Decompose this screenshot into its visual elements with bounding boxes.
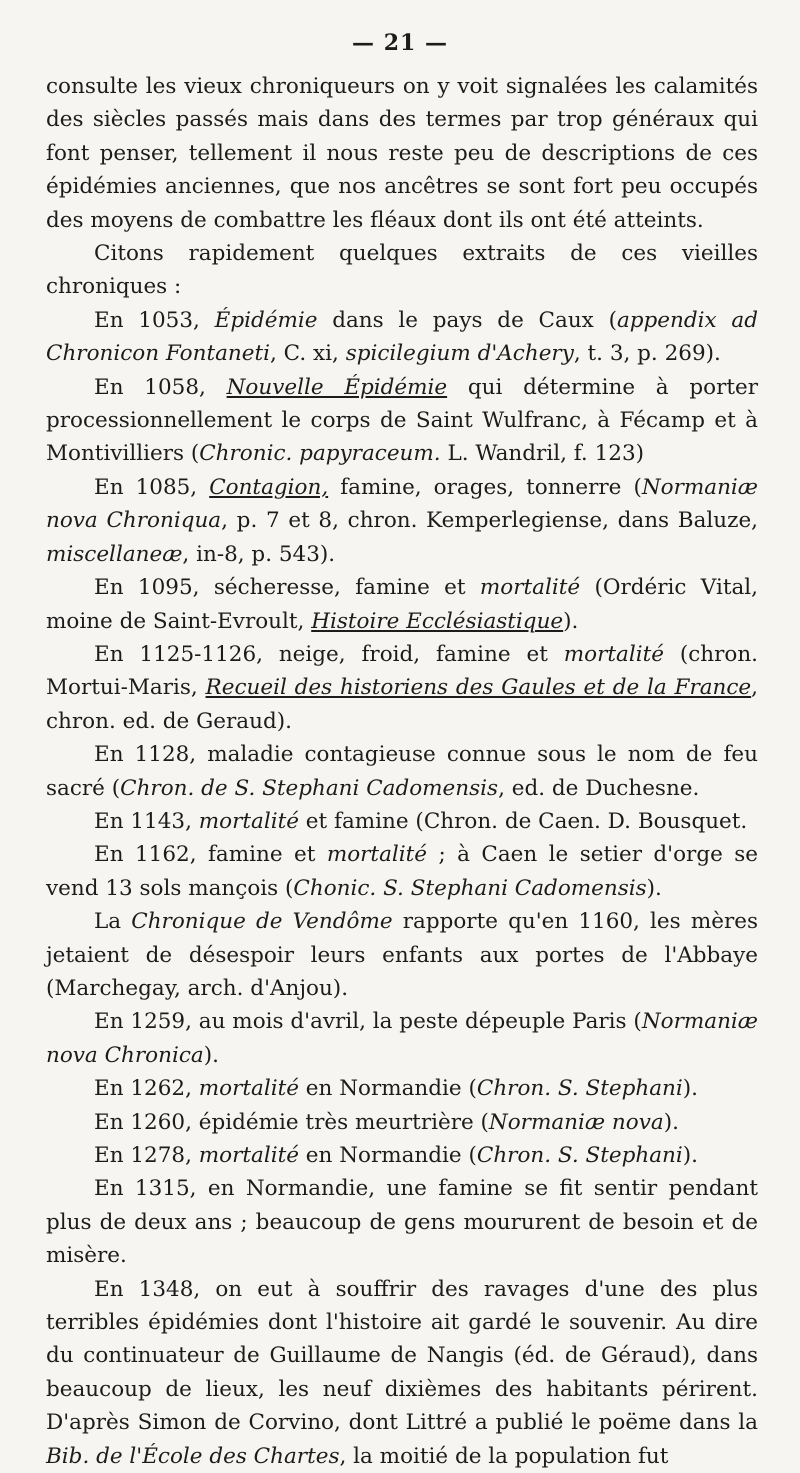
- italic-text: mortalité: [326, 842, 428, 868]
- italic-text: Normaniæ nova: [488, 1109, 664, 1135]
- italic-text: mortalité: [198, 1076, 299, 1102]
- paragraph: [46, 237, 758, 304]
- page-number: — 21 —: [352, 30, 448, 56]
- italic-text: Chron. S. Stephani: [476, 1143, 683, 1168]
- text-segment: , p. 7 et 8, chron. Kemperlegiense, dans Baluze,: [221, 508, 758, 534]
- text-segment: (chron. Mortui-Maris,: [46, 641, 758, 701]
- text-segment: famine, orages, tonnerre (: [328, 474, 642, 500]
- italic-text: appendix ad Chronicon Fontaneti: [46, 307, 758, 367]
- text-segment: (Ordéric Vital, moine de Saint-Evroult,: [46, 575, 758, 634]
- paragraph: [46, 70, 758, 237]
- text-segment: , la moitié de la population fut: [339, 1443, 669, 1469]
- paragraph: [46, 805, 758, 838]
- italic-text: Normaniæ nova Chroniqua: [46, 474, 759, 534]
- text-segment: et famine (Chron. de Caen. D. Bousquet.: [298, 808, 748, 834]
- text-segment: En 1315, en Normandie, une famine se fit sentir pendant plus de deux ans ; beaucoup de gens moururent de besoin et de misère.: [46, 1176, 758, 1269]
- text-segment: En 1095, sécheresse, famine et: [94, 575, 480, 601]
- text-segment: En 1085,: [94, 474, 210, 500]
- text-segment: En 1278,: [94, 1143, 199, 1168]
- body-text: [46, 70, 758, 1473]
- paragraph: [46, 1139, 758, 1172]
- italic-text: Histoire Ecclésiastique: [311, 608, 564, 634]
- paragraph: [46, 638, 758, 738]
- text-segment: consulte les vieux chroniqueurs on y voit signalées les calamités des siècles passés mais dans des termes par trop généraux qui font penser, tellement il nous reste peu de descriptions de ces épidémies anciennes, que nos ancêtres se sont fort peu occupés des moyens de combattre les fléaux dont ils ont été atteints.: [46, 74, 758, 233]
- text-segment: ).: [203, 1042, 219, 1068]
- italic-text: miscellaneæ: [46, 541, 183, 567]
- text-segment: , t. 3, p. 269).: [573, 341, 721, 367]
- italic-text: Nouvelle Épidémie: [226, 374, 448, 400]
- text-segment: En 1259, au mois d'avril, la peste dépeuple Paris (: [94, 1009, 642, 1035]
- text-segment: en Normandie (: [298, 1076, 477, 1102]
- paragraph: [46, 1106, 758, 1139]
- text-segment: En 1260, épidémie très meurtrière (: [94, 1109, 489, 1135]
- text-segment: En 1262,: [94, 1076, 199, 1102]
- text-segment: , ed. de Duchesne.: [498, 775, 700, 801]
- italic-text: spicilegium d'Achery: [345, 341, 574, 367]
- text-segment: En 1162, famine et: [94, 842, 327, 868]
- italic-text: Chron. S. Stephani: [476, 1076, 683, 1102]
- text-segment: Citons rapidement quelques extraits de ces vieilles chroniques :: [46, 241, 758, 300]
- italic-text: mortalité: [198, 1143, 299, 1168]
- text-segment: En 1143,: [94, 808, 199, 834]
- paragraph: [46, 905, 758, 1005]
- text-segment: ).: [646, 875, 662, 901]
- italic-text: mortalité: [198, 808, 299, 834]
- text-segment: ).: [682, 1143, 699, 1168]
- paragraph: [46, 1273, 758, 1473]
- italic-text: Chonic. S. Stephani Cadomensis: [293, 875, 647, 901]
- text-segment: En 1053,: [94, 307, 215, 333]
- text-segment: ).: [663, 1109, 679, 1135]
- text-segment: En 1348, on eut à souffrir des ravages d'une des plus terribles épidémies dont l'histoire ait gardé le souvenir. Au dire du continuateur de Guillaume de Nangis (éd. de Géraud), dans beaucoup de lieux, les neuf dixièmes des habitants périrent. D'après Simon de Corvino, dont Littré a publié le poëme dans la: [46, 1276, 758, 1436]
- text-segment: qui détermine à porter processionnellement le corps de Saint Wulfranc, à Fécamp et à Montivilliers (: [46, 374, 758, 467]
- text-segment: , in-8, p. 543).: [182, 541, 336, 567]
- paragraph: [46, 1072, 758, 1105]
- italic-text: Normaniæ nova Chronica: [46, 1009, 758, 1068]
- paragraph: [46, 371, 758, 471]
- paragraph: [46, 471, 758, 571]
- paragraph: [46, 571, 758, 638]
- italic-text: Recueil des historiens des Gaules et de la France: [205, 675, 752, 701]
- paragraph: [46, 838, 758, 905]
- text-segment: En 1128, maladie contagieuse connue sous le nom de feu sacré (: [46, 742, 758, 801]
- paragraph: [46, 304, 758, 371]
- text-segment: rapporte qu'en 1160, les mères jetaient de désespoir leurs enfants aux portes de l'Abbaye (Marchegay, arch. d'Anjou).: [46, 909, 758, 1001]
- italic-text: Chron. de S. Stephani Cadomensis: [120, 775, 499, 801]
- italic-text: Chronic. papyraceum.: [199, 441, 441, 467]
- paragraph: [46, 738, 758, 805]
- text-segment: En 1125-1126, neige, froid, famine et: [94, 641, 564, 667]
- text-segment: ).: [682, 1076, 699, 1102]
- text-segment: , chron. ed. de Geraud).: [46, 675, 758, 734]
- italic-text: Chronique de Vendôme: [131, 909, 393, 935]
- text-segment: ).: [563, 608, 579, 634]
- text-segment: , C. xi,: [270, 341, 346, 367]
- text-segment: En 1058,: [94, 374, 227, 400]
- italic-text: mortalité: [563, 641, 664, 667]
- paragraph: [46, 1172, 758, 1272]
- italic-text: Contagion,: [209, 474, 329, 500]
- text-segment: ; à Caen le setier d'orge se vend 13 sols mançois (: [46, 842, 758, 901]
- text-segment: en Normandie (: [298, 1143, 477, 1168]
- text-segment: L. Wandril, f. 123): [440, 441, 645, 467]
- italic-text: mortalité: [479, 575, 581, 601]
- italic-text: Bib. de l'École des Chartes: [46, 1443, 340, 1469]
- text-segment: dans le pays de Caux (: [317, 307, 617, 333]
- paragraph: [46, 1005, 758, 1072]
- italic-text: Épidémie: [214, 307, 318, 333]
- text-segment: La: [94, 909, 132, 935]
